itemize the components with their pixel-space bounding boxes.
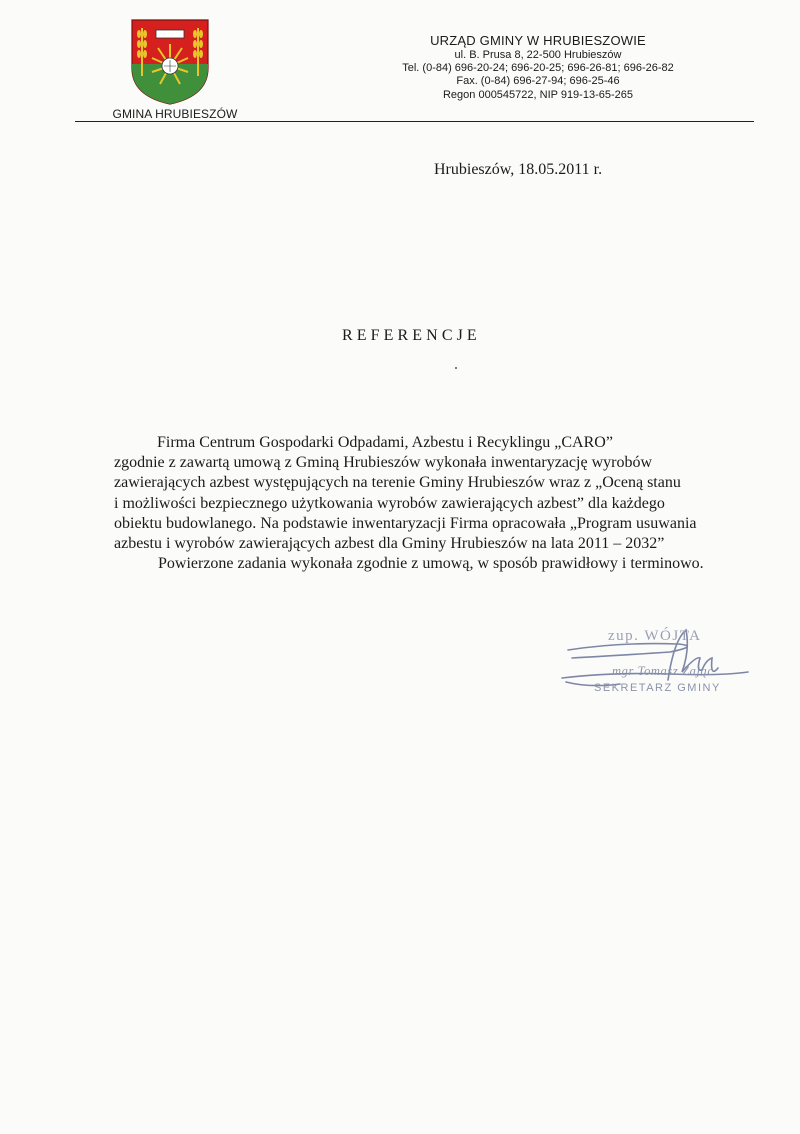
letter-body	[114, 433, 734, 574]
body-line: i możliwości bezpiecznego użytkowania wyrobów zawierających azbest” dla każdego	[114, 494, 665, 512]
stamp-line-position: SEKRETARZ GMINY	[594, 682, 721, 694]
office-fax: Fax. (0-84) 696-27-94; 696-25-46	[456, 75, 620, 88]
stray-mark	[455, 367, 457, 369]
office-name: URZĄD GMINY W HRUBIESZOWIE	[430, 33, 646, 48]
office-address: ul. B. Prusa 8, 22-500 Hrubieszów	[454, 49, 622, 61]
stamp-line-name: mgr Tomasz Zając	[612, 664, 714, 678]
letter-date: Hrubieszów, 18.05.2011 r.	[434, 161, 603, 178]
office-header	[355, 33, 721, 102]
signature-stamp	[550, 620, 755, 705]
body-line: zgodnie z zawartą umową z Gminą Hrubieszów wykonała inwentaryzację wyrobów	[114, 454, 653, 472]
letter-title: REFERENCJE	[342, 327, 481, 344]
body-line: obiektu budowlanego. Na podstawie inwentaryzacji Firma opracowała „Program usuwania	[114, 514, 697, 532]
body-line: Powierzone zadania wykonała zgodnie z umową, w sposób prawidłowy i terminowo.	[158, 555, 704, 573]
office-regon-nip: Regon 000545722, NIP 919-13-65-265	[442, 88, 633, 101]
gmina-crest-logo	[130, 18, 210, 106]
stamp-line-title: zup. WÓJTA	[608, 628, 702, 644]
header-divider	[75, 121, 754, 122]
body-line: azbestu i wyrobów zawierających azbest dla Gminy Hrubieszów na lata 2011 – 2032”	[114, 534, 665, 552]
body-line: zawierających azbest występujących na terenie Gminy Hrubieszów wraz z „Oceną stanu	[114, 474, 681, 492]
gmina-name-label: GMINA HRUBIESZÓW	[112, 107, 238, 121]
body-line: Firma Centrum Gospodarki Odpadami, Azbestu i Recyklingu „CARO”	[157, 434, 613, 451]
office-telephone: Tel. (0-84) 696-20-24; 696-20-25; 696-26-81; 696-26-82	[402, 62, 674, 75]
